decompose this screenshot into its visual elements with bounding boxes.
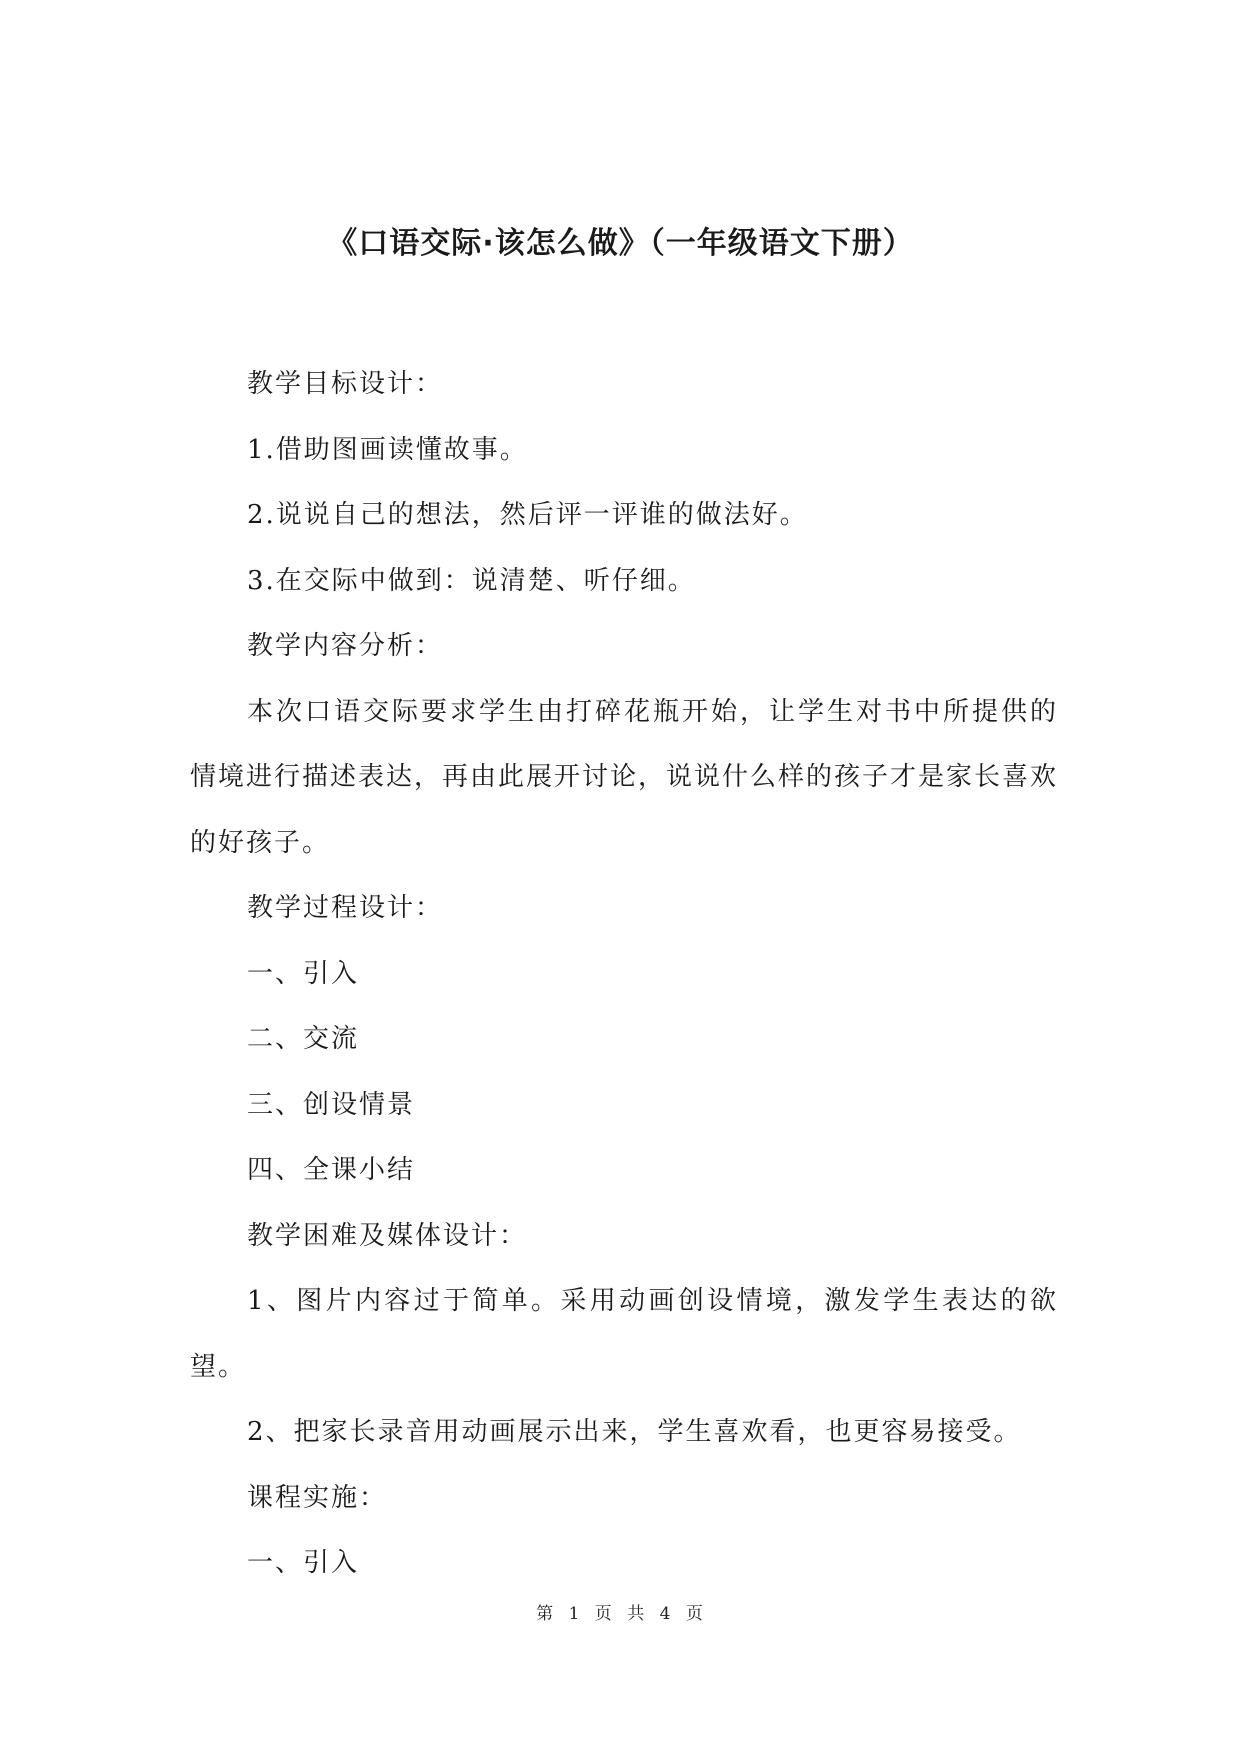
process-step-1: 一、引入 [247,958,360,989]
footer-prefix: 第 [536,1604,556,1624]
section-heading-content-analysis: 教学内容分析： [247,631,444,661]
objective-item-1: 1.借助图画读懂故事。 [247,434,528,465]
objective-item-2: 2.说说自己的想法，然后评一评谁的做法好。 [247,500,808,530]
document-title: 《口语交际·该怎么做》（一年级语文下册） [327,226,914,261]
footer-total-pages: 4 [659,1604,673,1624]
objective-item-3: 3.在交际中做到：说清楚、听仔细。 [247,565,696,596]
footer-page-unit: 页 [594,1604,614,1624]
implementation-step-1: 一、引入 [247,1548,360,1578]
footer-total-unit: 页 [685,1604,705,1624]
difficulty-item-2: 2、把家长录音用动画展示出来，学生喜欢看，也更容易接受。 [247,1417,1022,1447]
process-step-2: 二、交流 [247,1024,360,1054]
process-step-3: 三、创设情景 [247,1089,416,1120]
content-analysis-paragraph: 本次口语交际要求学生由打碎花瓶开始，让学生对书中所提供的情境进行描述表达，再由此展开讨论，说说什么样的孩子才是家长喜欢的好孩子。 [190,696,1059,858]
section-heading-process-design: 教学过程设计： [247,893,444,923]
document-body [190,352,1058,1597]
difficulty-item-1: 1、图片内容过于简单。采用动画创设情境，激发学生表达的欲望。 [190,1286,1058,1382]
section-heading-difficulties-media: 教学困难及媒体设计： [247,1220,528,1251]
page-footer [0,1602,1241,1626]
footer-current-page: 1 [568,1604,582,1624]
process-step-4: 四、全课小结 [247,1155,416,1185]
footer-total-prefix: 共 [627,1604,647,1624]
section-heading-objectives: 教学目标设计： [247,369,444,399]
section-heading-implementation: 课程实施： [247,1482,388,1513]
